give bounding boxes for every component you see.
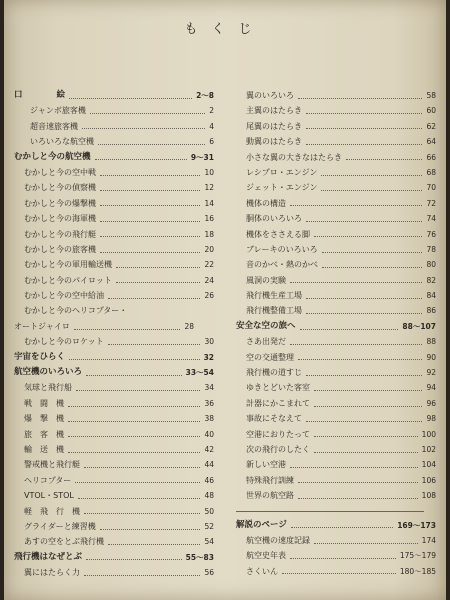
toc-entry-page: 90 bbox=[426, 352, 436, 362]
dot-leader bbox=[314, 435, 418, 437]
toc-entry-page: 66 bbox=[426, 152, 436, 162]
dot-leader bbox=[100, 204, 200, 206]
toc-entry-title: 小さな翼の大きなはたらき bbox=[246, 152, 342, 162]
toc-entry-page: 30 bbox=[204, 337, 214, 347]
toc-entry-title: 航空史年表 bbox=[246, 551, 286, 561]
toc-entry[interactable] bbox=[14, 134, 214, 149]
toc-entry-page: 18 bbox=[204, 229, 214, 239]
dot-leader bbox=[68, 405, 200, 407]
dot-leader bbox=[306, 420, 422, 422]
toc-entry-page: 2 bbox=[209, 106, 214, 116]
toc-entry-title: いろいろな航空機 bbox=[30, 137, 94, 147]
toc-entry-title: 風洞の実験 bbox=[246, 275, 286, 285]
dot-leader bbox=[68, 451, 200, 453]
toc-entry[interactable] bbox=[236, 334, 436, 349]
toc-entry-page: 94 bbox=[426, 383, 436, 393]
toc-entry-page: 24 bbox=[204, 275, 214, 285]
toc-entry[interactable] bbox=[236, 211, 436, 226]
toc-entry-title: 超音速旅客機 bbox=[30, 121, 78, 131]
toc-entry-page: 34 bbox=[204, 383, 214, 393]
toc-entry[interactable] bbox=[236, 150, 436, 165]
dot-leader bbox=[100, 528, 201, 530]
toc-entry-title: むかしと今の偵察機 bbox=[24, 183, 96, 193]
dot-leader bbox=[321, 174, 422, 176]
toc-entry-title: 飛行機の道すじ bbox=[246, 368, 302, 378]
toc-entry-page: 82 bbox=[426, 275, 436, 285]
dot-leader bbox=[298, 497, 418, 499]
toc-entry-page: 108 bbox=[421, 491, 436, 501]
toc-entry[interactable] bbox=[14, 411, 214, 426]
toc-entry[interactable] bbox=[14, 457, 214, 472]
toc-entry[interactable] bbox=[236, 518, 436, 533]
toc-entry[interactable] bbox=[14, 211, 214, 226]
toc-entry[interactable] bbox=[236, 134, 436, 149]
toc-entry[interactable] bbox=[236, 365, 436, 380]
toc-entry-title: むかしと今の空中給油 bbox=[24, 291, 104, 301]
toc-entry-page: 42 bbox=[204, 444, 214, 454]
toc-entry[interactable] bbox=[14, 565, 214, 580]
toc-entry-page: 104 bbox=[421, 460, 436, 470]
toc-entry-title: むかしと今の旅客機 bbox=[24, 244, 96, 254]
toc-entry-title: むかしと今のパイロット bbox=[24, 275, 112, 285]
toc-entry-page: 74 bbox=[426, 214, 436, 224]
dot-leader bbox=[90, 112, 205, 114]
toc-entry-title: 尾翼のはたらき bbox=[246, 121, 302, 131]
dot-leader bbox=[298, 358, 422, 360]
dot-leader bbox=[322, 251, 423, 253]
toc-entry-page: 28 bbox=[184, 321, 194, 331]
dot-leader bbox=[306, 127, 422, 129]
dot-leader bbox=[86, 558, 182, 560]
toc-entry-page: 40 bbox=[204, 429, 214, 439]
toc-entry[interactable] bbox=[14, 103, 214, 118]
toc-page bbox=[4, 0, 446, 600]
dot-leader bbox=[306, 112, 422, 114]
toc-entry-title: 安全な空の旅へ bbox=[236, 320, 296, 331]
toc-entry[interactable] bbox=[14, 303, 214, 318]
toc-entry-page: 2〜8 bbox=[196, 91, 214, 100]
toc-entry-title: ジェット・エンジン bbox=[246, 183, 318, 193]
toc-entry[interactable] bbox=[14, 227, 214, 242]
toc-entry-title: 新しい空港 bbox=[246, 460, 286, 470]
toc-entry-page: 60 bbox=[426, 106, 436, 116]
toc-entry[interactable] bbox=[236, 273, 436, 288]
toc-entry-page: 6 bbox=[209, 137, 214, 147]
dot-leader bbox=[68, 420, 200, 422]
toc-entry-page: 76 bbox=[426, 229, 436, 239]
toc-entry-page: 96 bbox=[426, 398, 436, 408]
toc-entry[interactable] bbox=[14, 150, 214, 165]
toc-entry-title: 飛行機整備工場 bbox=[246, 306, 302, 316]
toc-entry-page: 4 bbox=[209, 121, 214, 131]
toc-entry[interactable] bbox=[14, 88, 214, 103]
toc-entry-page: 48 bbox=[204, 491, 214, 501]
toc-entry-title: 動翼のはたらき bbox=[246, 137, 302, 147]
toc-entry[interactable] bbox=[236, 103, 436, 118]
dot-leader bbox=[108, 543, 200, 545]
toc-entry[interactable] bbox=[236, 227, 436, 242]
toc-entry[interactable] bbox=[14, 550, 214, 565]
toc-entry[interactable] bbox=[236, 533, 436, 548]
dot-leader bbox=[69, 97, 192, 99]
toc-entry[interactable] bbox=[14, 396, 214, 411]
toc-entry[interactable] bbox=[236, 350, 436, 365]
toc-entry-title: むかしと今の航空機 bbox=[14, 151, 91, 162]
dot-leader bbox=[298, 97, 422, 99]
toc-entry[interactable] bbox=[14, 519, 214, 534]
toc-entry-title: むかしと今の空中戦 bbox=[24, 167, 96, 177]
dot-leader bbox=[314, 389, 422, 391]
dot-leader bbox=[78, 497, 201, 499]
dot-leader bbox=[108, 343, 201, 345]
toc-entry[interactable] bbox=[14, 165, 214, 180]
dot-leader bbox=[116, 266, 200, 268]
toc-entry-page: 26 bbox=[204, 291, 214, 301]
section-divider bbox=[236, 511, 424, 513]
page-title: もくじ bbox=[184, 22, 266, 37]
toc-entry-title: 空の交通整理 bbox=[246, 352, 294, 362]
toc-entry-title: 口 絵 bbox=[14, 90, 66, 100]
toc-entry[interactable] bbox=[14, 504, 214, 519]
dot-leader bbox=[95, 158, 187, 160]
toc-entry[interactable] bbox=[14, 442, 214, 457]
toc-entry-title: ヘリコプター bbox=[24, 475, 72, 485]
toc-entry[interactable] bbox=[14, 319, 214, 334]
toc-entry-title: 主翼のはたらき bbox=[246, 106, 302, 116]
toc-entry-title: 解説のページ bbox=[236, 519, 287, 530]
toc-entry-title: あすの空をとぶ飛行機 bbox=[24, 537, 104, 547]
toc-entry-title: 輸 送 機 bbox=[24, 444, 64, 454]
dot-leader bbox=[74, 328, 181, 330]
toc-entry-page: 58 bbox=[426, 91, 436, 100]
toc-entry-page: 55〜83 bbox=[185, 552, 214, 562]
toc-entry-title: むかしと今の海軍機 bbox=[24, 214, 96, 224]
toc-entry-page: 32 bbox=[203, 352, 214, 362]
dot-leader bbox=[84, 574, 200, 576]
toc-entry-title: VTOL・STOL bbox=[24, 491, 74, 501]
toc-entry-page: 88 bbox=[426, 337, 436, 347]
toc-entry-page: 22 bbox=[204, 260, 214, 270]
toc-entry[interactable] bbox=[236, 396, 436, 411]
toc-entry[interactable] bbox=[236, 257, 436, 272]
toc-entry-page: 80 bbox=[426, 260, 436, 270]
dot-leader bbox=[306, 374, 422, 376]
toc-entry[interactable] bbox=[14, 488, 214, 503]
dot-leader bbox=[82, 127, 205, 129]
toc-entry-title: 宇宙をひらく bbox=[14, 351, 66, 362]
toc-entry[interactable] bbox=[14, 350, 214, 365]
toc-entry[interactable] bbox=[236, 411, 436, 426]
toc-entry[interactable] bbox=[236, 319, 436, 334]
dot-leader bbox=[98, 143, 205, 145]
dot-leader bbox=[290, 343, 422, 345]
toc-entry-title: 飛行機生産工場 bbox=[246, 291, 302, 301]
toc-entry-title: 事故にそなえて bbox=[246, 414, 302, 424]
toc-entry-title: 空港におりたって bbox=[246, 429, 310, 439]
toc-entry[interactable] bbox=[14, 242, 214, 257]
toc-entry-page: 54 bbox=[204, 537, 214, 547]
toc-entry-title: レシプロ・エンジン bbox=[246, 167, 318, 177]
toc-entry-title: 軽 飛 行 機 bbox=[24, 506, 80, 516]
toc-entry-title: 翼のいろいろ bbox=[246, 91, 294, 100]
toc-entry-title: 胴体のいろいろ bbox=[246, 214, 302, 224]
toc-entry-title: オートジャイロ bbox=[14, 321, 70, 331]
toc-entry-title: ブレーキのいろいろ bbox=[246, 244, 318, 254]
toc-entry-title: 警戒機と飛行艇 bbox=[24, 460, 80, 470]
toc-entry-title: 特殊飛行訓練 bbox=[246, 475, 294, 485]
dot-leader bbox=[306, 220, 422, 222]
toc-entry-title: 機体をささえる脚 bbox=[246, 229, 310, 239]
toc-entry-page: 88〜107 bbox=[402, 321, 436, 331]
dot-leader bbox=[314, 542, 418, 544]
toc-entry-title: 翼にはたらく力 bbox=[24, 568, 80, 578]
toc-entry-title: さくいん bbox=[246, 566, 278, 576]
toc-entry-page: 10 bbox=[204, 167, 214, 177]
toc-entry[interactable] bbox=[14, 427, 214, 442]
toc-entry[interactable] bbox=[236, 564, 436, 579]
dot-leader bbox=[116, 281, 201, 283]
toc-entry-title: 計器にかこまれて bbox=[246, 398, 310, 408]
toc-entry-title: 機体の構造 bbox=[246, 198, 286, 208]
dot-leader bbox=[76, 389, 200, 391]
toc-entry-title: 気球と飛行船 bbox=[24, 383, 72, 393]
toc-entry-title: むかしと今の爆撃機 bbox=[24, 198, 96, 208]
toc-entry[interactable] bbox=[236, 165, 436, 180]
dot-leader bbox=[298, 481, 418, 483]
toc-entry[interactable] bbox=[14, 534, 214, 549]
toc-entry-title: むかしと今の飛行艇 bbox=[24, 229, 96, 239]
dot-leader bbox=[314, 235, 422, 237]
toc-column-left bbox=[14, 88, 214, 581]
toc-column-right bbox=[236, 88, 436, 579]
toc-entry-page: 33〜54 bbox=[185, 368, 214, 378]
toc-entry-page: 100 bbox=[421, 429, 436, 439]
toc-entry-page: 92 bbox=[426, 368, 436, 378]
dot-leader bbox=[314, 405, 422, 407]
toc-entry-title: むかしと今のヘリコプター・ bbox=[24, 306, 128, 316]
dot-leader bbox=[306, 312, 422, 314]
toc-entry-page: 20 bbox=[204, 244, 214, 254]
toc-entry-page: 70 bbox=[426, 183, 436, 193]
toc-entry-title: 世界の航空路 bbox=[246, 491, 294, 501]
toc-entry-title: ジャンボ旅客機 bbox=[30, 106, 86, 116]
toc-entry[interactable] bbox=[14, 196, 214, 211]
toc-entry-page: 52 bbox=[204, 521, 214, 531]
toc-entry-page: 64 bbox=[426, 137, 436, 147]
toc-entry-title: 旅 客 機 bbox=[24, 429, 64, 439]
toc-entry[interactable] bbox=[236, 242, 436, 257]
toc-entry-page: 56 bbox=[204, 568, 214, 578]
toc-entry-page: 16 bbox=[204, 214, 214, 224]
toc-entry[interactable] bbox=[236, 119, 436, 134]
toc-entry-page: 98 bbox=[426, 414, 436, 424]
dot-leader bbox=[290, 557, 396, 559]
toc-entry[interactable] bbox=[236, 488, 436, 503]
dot-leader bbox=[306, 297, 422, 299]
toc-entry[interactable] bbox=[14, 473, 214, 488]
toc-entry[interactable] bbox=[236, 288, 436, 303]
toc-entry[interactable] bbox=[236, 180, 436, 195]
toc-entry-title: グライダーと練習機 bbox=[24, 521, 96, 531]
toc-entry[interactable] bbox=[236, 548, 436, 563]
toc-entry[interactable] bbox=[236, 88, 436, 103]
toc-entry-title: 航空機のいろいろ bbox=[14, 367, 83, 378]
toc-entry-title: 飛行機はなぜとぶ bbox=[14, 551, 83, 562]
toc-entry-page: 46 bbox=[204, 475, 214, 485]
toc-entry-title: 爆 撃 機 bbox=[24, 414, 64, 424]
dot-leader bbox=[100, 189, 200, 191]
toc-entry[interactable] bbox=[14, 288, 214, 303]
dot-leader bbox=[282, 572, 396, 574]
toc-entry[interactable] bbox=[14, 273, 214, 288]
dot-leader bbox=[100, 220, 200, 222]
toc-entry-title: むかしと今の軍用輸送機 bbox=[24, 260, 112, 270]
dot-leader bbox=[84, 512, 200, 514]
toc-entry-page: 84 bbox=[426, 291, 436, 301]
toc-entry[interactable] bbox=[14, 257, 214, 272]
toc-entry-page: 78 bbox=[426, 244, 436, 254]
dot-leader bbox=[100, 235, 200, 237]
toc-entry[interactable] bbox=[236, 380, 436, 395]
toc-entry-page: 38 bbox=[204, 414, 214, 424]
toc-entry-title: 戦 闘 機 bbox=[24, 398, 64, 408]
dot-leader bbox=[86, 374, 182, 376]
toc-entry-title: 次の飛行のしたく bbox=[246, 444, 310, 454]
dot-leader bbox=[290, 204, 422, 206]
toc-entry[interactable] bbox=[236, 442, 436, 457]
dot-leader bbox=[84, 466, 200, 468]
toc-entry-page: 9〜31 bbox=[190, 152, 214, 162]
toc-entry-page: 106 bbox=[421, 475, 436, 485]
toc-entry[interactable] bbox=[14, 380, 214, 395]
toc-entry[interactable] bbox=[14, 180, 214, 195]
dot-leader bbox=[306, 143, 422, 145]
toc-entry[interactable] bbox=[236, 473, 436, 488]
toc-entry-page: 68 bbox=[426, 167, 436, 177]
toc-entry-page: 44 bbox=[204, 460, 214, 470]
dot-leader bbox=[290, 466, 418, 468]
toc-entry-title: ゆきとどいた客室 bbox=[246, 383, 310, 393]
toc-entry-page: 14 bbox=[204, 198, 214, 208]
toc-entry[interactable] bbox=[236, 457, 436, 472]
toc-entry-title: むかしと今のロケット bbox=[24, 337, 104, 347]
dot-leader bbox=[108, 297, 200, 299]
dot-leader bbox=[75, 481, 200, 483]
toc-entry-title: 航空機の速度記録 bbox=[246, 535, 310, 545]
toc-entry[interactable] bbox=[236, 196, 436, 211]
toc-entry-page: 12 bbox=[204, 183, 214, 193]
dot-leader bbox=[314, 451, 418, 453]
toc-entry-page: 169〜173 bbox=[397, 520, 436, 530]
toc-entry-page: 62 bbox=[426, 121, 436, 131]
toc-entry[interactable] bbox=[14, 334, 214, 349]
toc-entry-page: 86 bbox=[426, 306, 436, 316]
dot-leader bbox=[290, 281, 422, 283]
dot-leader bbox=[322, 266, 422, 268]
toc-entry-page: 175〜179 bbox=[399, 551, 436, 561]
dot-leader bbox=[300, 328, 399, 330]
toc-entry-page: 180〜185 bbox=[399, 566, 436, 576]
toc-entry[interactable] bbox=[14, 365, 214, 380]
dot-leader bbox=[68, 435, 200, 437]
dot-leader bbox=[100, 174, 200, 176]
toc-entry-title: さあ出発だ bbox=[246, 337, 286, 347]
dot-leader bbox=[346, 158, 422, 160]
toc-entry[interactable] bbox=[236, 303, 436, 318]
toc-entry[interactable] bbox=[236, 427, 436, 442]
dot-leader bbox=[321, 189, 422, 191]
dot-leader bbox=[69, 358, 200, 360]
toc-entry-page: 50 bbox=[204, 506, 214, 516]
toc-entry[interactable] bbox=[14, 119, 214, 134]
toc-entry-page: 174 bbox=[421, 535, 436, 545]
dot-leader bbox=[100, 251, 200, 253]
toc-entry-page: 36 bbox=[204, 398, 214, 408]
toc-entry-title: 音のかべ・熱のかべ bbox=[246, 260, 318, 270]
toc-entry-page: 72 bbox=[426, 198, 436, 208]
toc-entry-page: 102 bbox=[421, 444, 436, 454]
dot-leader bbox=[291, 526, 393, 528]
